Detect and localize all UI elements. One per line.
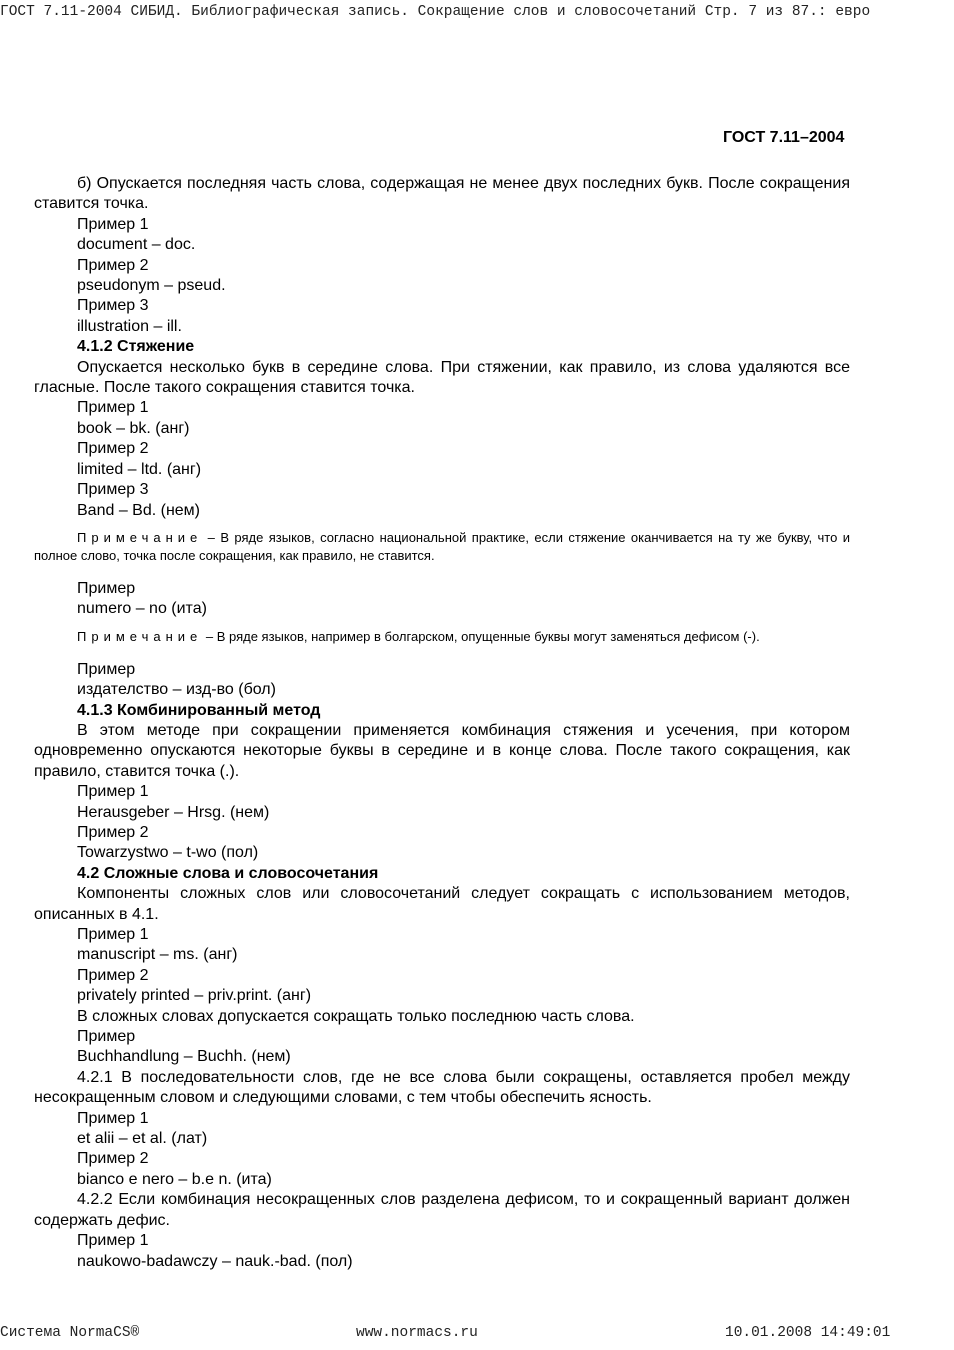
- footer-url: www.normacs.ru: [356, 1325, 478, 1341]
- example-label: Пример: [77, 660, 136, 678]
- example-text: Towarzystwo – t-wo (пол): [77, 844, 259, 862]
- example-label: Пример 2: [77, 966, 149, 984]
- print-header: ГОСТ 7.11-2004 СИБИД. Библиографическая запись. Сокращение слов и словосочетаний Стр. 7 из 87.: евро: [0, 4, 871, 20]
- section-heading: 4.1.2 Стяжение: [77, 338, 195, 356]
- example-text: limited – ltd. (анг): [77, 460, 202, 478]
- example-text: privately printed – priv.print. (анг): [77, 987, 312, 1005]
- note-text: – В ряде языков, согласно национальной практике, если стяжение оканчивается на ту же букву, что и полное слово, точка после сокращения, как правило, не ставится.: [34, 529, 850, 563]
- example-label: Пример 2: [77, 823, 149, 841]
- section-heading: 4.2 Сложные слова и словосочетания: [77, 864, 379, 882]
- document-body: [34, 174, 850, 1272]
- example-text: Band – Bd. (нем): [77, 501, 201, 519]
- note: [34, 628, 850, 646]
- example-label: Пример: [77, 579, 136, 597]
- example-text: numero – no (ита): [77, 600, 207, 618]
- paragraph: Опускается несколько букв в середине слова. При стяжении, как правило, из слова удаляются все гласные. После такого сокращения ставится точка.: [34, 358, 850, 397]
- example-text: pseudonym – pseud.: [77, 277, 226, 295]
- example-text: manuscript – ms. (анг): [77, 946, 238, 964]
- example-label: Пример 3: [77, 297, 149, 315]
- example-label: Пример 1: [77, 215, 149, 233]
- example-label: Пример 1: [77, 1109, 149, 1127]
- paragraph: 4.2.2 Если комбинация несокращенных слов разделена дефисом, то и сокращенный вариант должен содержать дефис.: [34, 1191, 850, 1229]
- example-label: Пример 1: [77, 399, 149, 417]
- footer-system: Система NormaCS®: [0, 1325, 140, 1341]
- example-label: Пример: [77, 1028, 136, 1046]
- example-text: naukowo-badawczy – nauk.-bad. (пол): [77, 1252, 353, 1270]
- example-label: Пример 3: [77, 481, 149, 499]
- example-label: Пример 2: [77, 256, 149, 274]
- example-text: Herausgeber – Hrsg. (нем): [77, 803, 270, 821]
- note-text: – В ряде языков, например в болгарском, опущенные буквы могут заменяться дефисом (-).: [202, 628, 760, 644]
- paragraph: б) Опускается последняя часть слова, содержащая не менее двух последних букв. После сокращения ставится точка.: [34, 175, 850, 213]
- example-text: et alii – et al. (лат): [77, 1130, 208, 1148]
- paragraph: 4.2.1 В последовательности слов, где не все слова были сокращены, оставляется пробел между несокращенным словом и следующими словами, с тем чтобы обеспечить ясность.: [34, 1068, 850, 1107]
- paragraph: Компоненты сложных слов или словосочетаний следует сокращать с использованием методов, описанных в 4.1.: [34, 885, 850, 923]
- example-text: book – bk. (анг): [77, 419, 190, 437]
- paragraph: В этом методе при сокращении применяется комбинация стяжения и усечения, при котором одновременно опускаются некоторые буквы в середине и в конце слова. После такого сокращения, как правило, ставится точка (.).: [34, 721, 850, 780]
- note-label: Примечание: [77, 529, 203, 545]
- example-label: Пример 2: [77, 1150, 149, 1168]
- paragraph: В сложных словах допускается сокращать только последнюю часть слова.: [77, 1007, 635, 1025]
- example-text: document – doc.: [77, 236, 196, 254]
- example-text: illustration – ill.: [77, 317, 182, 335]
- footer-datetime: 10.01.2008 14:49:01: [725, 1325, 891, 1341]
- example-text: Buchhandlung – Buchh. (нем): [77, 1048, 291, 1066]
- example-label: Пример 2: [77, 440, 149, 458]
- example-label: Пример 1: [77, 783, 149, 801]
- section-heading: 4.1.3 Комбинированный метод: [77, 701, 321, 719]
- example-label: Пример 1: [77, 926, 149, 943]
- document-code: ГОСТ 7.11–2004: [723, 129, 845, 146]
- note: [34, 529, 850, 565]
- note-label: Примечание: [77, 628, 203, 644]
- example-text: издателство – изд-во (бол): [77, 681, 276, 699]
- example-text: bianco e nero – b.e n. (ита): [77, 1170, 272, 1188]
- example-label: Пример 1: [77, 1232, 149, 1250]
